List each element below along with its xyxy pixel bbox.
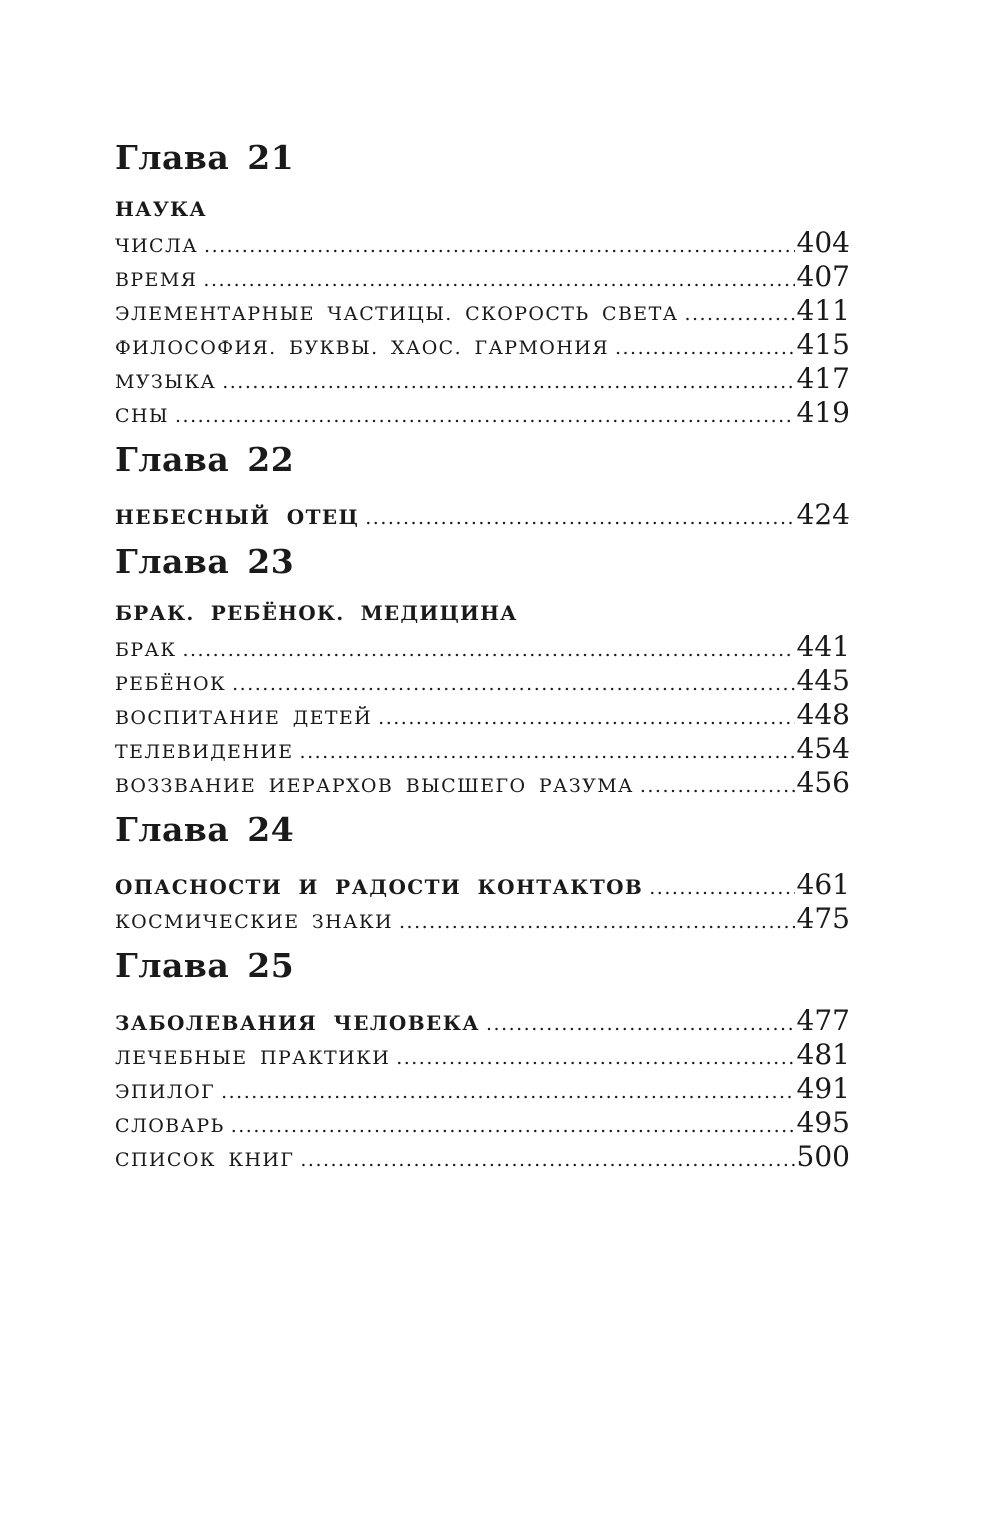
chapter-21	[115, 138, 850, 430]
toc-entry-page: 404	[796, 226, 850, 259]
toc-entry-label: ЛЕЧЕБНЫЕ ПРАКТИКИ	[115, 1047, 391, 1069]
chapter-heading: Глава 23	[115, 542, 295, 581]
toc-entry-label: ВОСПИТАНИЕ ДЕТЕЙ	[115, 707, 373, 729]
chapter-heading: Глава 22	[115, 440, 295, 479]
toc-entry-label: ТЕЛЕВИДЕНИЕ	[115, 741, 294, 763]
dot-leader	[649, 871, 794, 905]
dot-leader	[300, 1143, 794, 1177]
toc-entry[interactable]	[115, 1140, 850, 1174]
dot-leader	[640, 769, 795, 803]
toc-entry-label: БРАК	[115, 639, 177, 661]
toc-entry-page: 417	[796, 362, 850, 395]
toc-entry-page: 445	[796, 664, 850, 697]
toc-entry-label: ВРЕМЯ	[115, 269, 198, 291]
toc-entry-label: ВОЗЗВАНИЕ ИЕРАРХОВ ВЫСШЕГО РАЗУМА	[115, 775, 634, 797]
chapter-heading: Глава 25	[115, 946, 295, 985]
toc-entry-label: КОСМИЧЕСКИЕ ЗНАКИ	[115, 911, 393, 933]
toc-entry-label: РЕБЁНОК	[115, 673, 227, 695]
toc-entry-page: 411	[796, 294, 850, 327]
dot-leader	[615, 331, 795, 365]
toc-entry-page: 491	[796, 1072, 850, 1105]
dot-leader	[175, 399, 795, 433]
toc-entry[interactable]	[115, 1004, 850, 1038]
chapter-heading: Глава 24	[115, 810, 295, 849]
section-title: БРАК. РЕБЁНОК. МЕДИЦИНА	[115, 601, 518, 625]
dot-leader	[396, 1041, 794, 1075]
toc-entry-page: 461	[796, 868, 850, 901]
toc-entry[interactable]	[115, 1106, 850, 1140]
toc-entry[interactable]	[115, 362, 850, 396]
toc-entry-page: 475	[796, 902, 850, 935]
toc-entry-page: 477	[796, 1004, 850, 1037]
toc-entry[interactable]	[115, 294, 850, 328]
dot-leader	[182, 633, 794, 667]
toc-entry-page: 454	[796, 732, 850, 765]
toc-entry-label: СНЫ	[115, 405, 170, 427]
dot-leader	[365, 501, 794, 535]
toc-entry[interactable]	[115, 902, 850, 936]
toc-entry[interactable]	[115, 260, 850, 294]
toc-entry-label: НЕБЕСНЫЙ ОТЕЦ	[115, 505, 360, 529]
toc-entry[interactable]	[115, 226, 850, 260]
chapter-25	[115, 946, 850, 1174]
toc-entry-page: 407	[796, 260, 850, 293]
dot-leader	[378, 701, 794, 735]
toc-entry-label: СЛОВАРЬ	[115, 1115, 225, 1137]
toc-entry-label: МУЗЫКА	[115, 371, 217, 393]
dot-leader	[231, 1109, 795, 1143]
toc-entry[interactable]	[115, 698, 850, 732]
section-title: НАУКА	[115, 197, 207, 221]
toc-entry[interactable]	[115, 396, 850, 430]
dot-leader	[232, 667, 794, 701]
dot-leader	[399, 905, 795, 939]
dot-leader	[684, 297, 794, 331]
toc-entry[interactable]	[115, 766, 850, 800]
toc-entry-page: 441	[796, 630, 850, 663]
toc-entry-page: 448	[796, 698, 850, 731]
toc-entry-page: 424	[796, 498, 850, 531]
toc-entry-page: 419	[796, 396, 850, 429]
toc-entry-page: 495	[796, 1106, 850, 1139]
chapter-heading: Глава 21	[115, 138, 295, 177]
toc-entry-page: 456	[796, 766, 850, 799]
toc-entry[interactable]	[115, 1072, 850, 1106]
toc-entry-label: ОПАСНОСТИ И РАДОСТИ КОНТАКТОВ	[115, 875, 644, 899]
toc-entry-label: ЧИСЛА	[115, 235, 199, 257]
toc-entry-page: 500	[796, 1140, 850, 1173]
chapter-23	[115, 542, 850, 800]
toc-entry[interactable]	[115, 1038, 850, 1072]
toc-entry-page: 481	[796, 1038, 850, 1071]
dot-leader	[204, 229, 795, 263]
toc-entry[interactable]	[115, 868, 850, 902]
toc-entry[interactable]	[115, 498, 850, 532]
dot-leader	[486, 1007, 795, 1041]
dot-leader	[221, 1075, 794, 1109]
toc-entry-label: ФИЛОСОФИЯ. БУКВЫ. ХАОС. ГАРМОНИЯ	[115, 337, 609, 359]
toc-entry-label: ЭЛЕМЕНТАРНЫЕ ЧАСТИЦЫ. СКОРОСТЬ СВЕТА	[115, 303, 679, 325]
toc-entry[interactable]	[115, 630, 850, 664]
chapter-24	[115, 810, 850, 936]
dot-leader	[222, 365, 794, 399]
toc-entry-label: ЗАБОЛЕВАНИЯ ЧЕЛОВЕКА	[115, 1011, 480, 1035]
chapter-22	[115, 440, 850, 532]
toc-entry-label: ЭПИЛОГ	[115, 1081, 216, 1103]
toc-entry[interactable]	[115, 664, 850, 698]
toc-entry-page: 415	[796, 328, 850, 361]
toc-entry[interactable]	[115, 328, 850, 362]
dot-leader	[300, 735, 795, 769]
dot-leader	[203, 263, 794, 297]
toc-entry-label: СПИСОК КНИГ	[115, 1149, 295, 1171]
toc-entry[interactable]	[115, 732, 850, 766]
table-of-contents	[115, 138, 850, 1174]
